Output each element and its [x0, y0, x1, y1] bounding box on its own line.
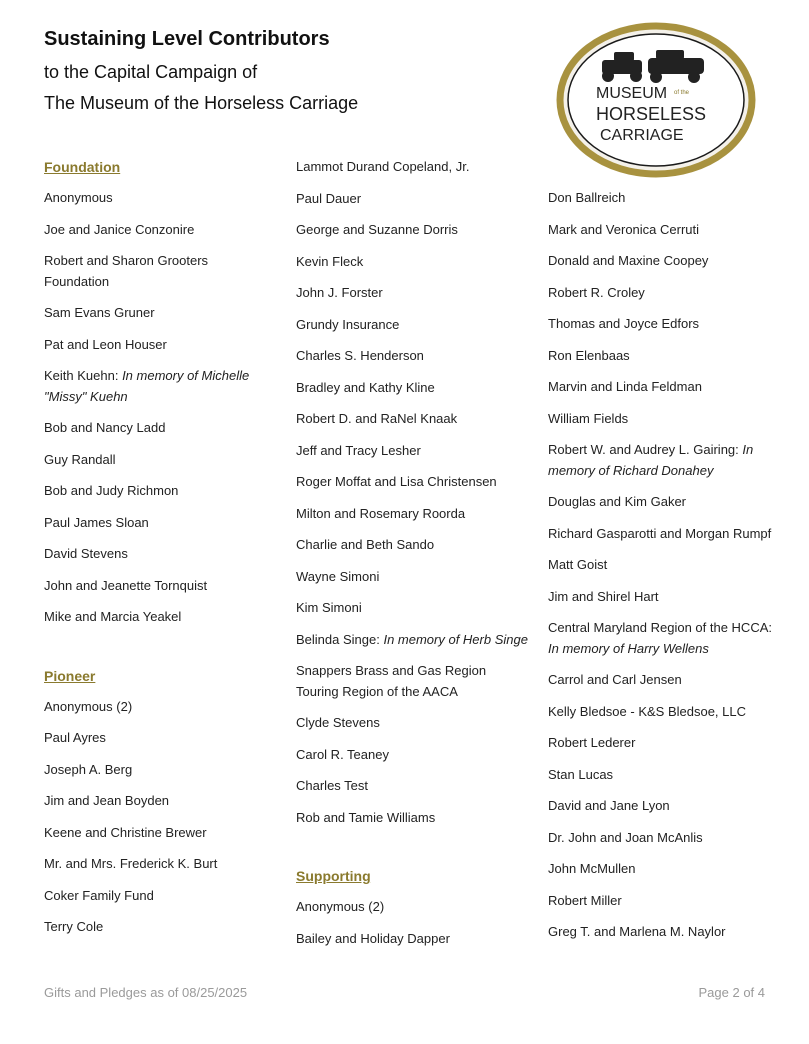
logo-line-3: CARRIAGE — [600, 127, 684, 144]
contributor-entry: Jim and Shirel Hart — [548, 588, 659, 604]
title-line-3: The Museum of the Horseless Carriage — [44, 93, 359, 113]
contributor-entry: Bob and Nancy Ladd — [44, 420, 166, 435]
contributor-entry: Anonymous — [44, 190, 113, 205]
contributor-entry: Paul Ayres — [44, 730, 106, 745]
column-3 — [548, 188, 780, 954]
footer-date: Gifts and Pledges as of 08/25/2025 — [44, 985, 248, 1000]
contributor-entry: Anonymous (2) — [296, 899, 385, 914]
contributor-entry: Bradley and Kathy Kline — [296, 379, 435, 395]
contributor-entry: John J. Forster — [296, 285, 383, 300]
footer-page-number: Page 2 of 4 — [698, 985, 765, 1000]
title-line-2: to the Capital Campaign of — [44, 62, 258, 82]
contributor-entry: Richard Gasparotti and Morgan Rumpf — [548, 525, 772, 541]
memorial-note: In memory of Michelle "Missy" Kuehn — [44, 368, 250, 404]
contributor-entry: Don Ballreich — [548, 190, 626, 205]
contributor-entry: Keene and Christine Brewer — [44, 824, 207, 840]
title-line-1: Sustaining Level Contributors — [44, 28, 330, 50]
contributor-entry: Greg T. and Marlena M. Naylor — [548, 924, 726, 939]
contributor-entry: Paul James Sloan — [44, 514, 149, 530]
contributor-entry: Rob and Tamie Williams — [296, 809, 436, 825]
contributor-entry: Thomas and Joyce Edfors — [548, 316, 700, 331]
contributor-entry: John and Jeanette Tornquist — [44, 577, 208, 593]
contributor-entry: Robert and Sharon Grooters Foundation — [44, 253, 209, 289]
contributor-entry: Bailey and Holiday Dapper — [296, 930, 450, 946]
contributor-entry: Mark and Veronica Cerruti — [548, 221, 700, 237]
contributor-entry: Carol R. Teaney — [296, 746, 389, 762]
contributor-entry: Charlie and Beth Sando — [296, 537, 435, 552]
contributor-name: Keith Kuehn: — [44, 368, 123, 383]
section-heading: Supporting — [296, 868, 371, 884]
contributor-entry: Milton and Rosemary Roorda — [296, 505, 466, 521]
section-heading: Foundation — [44, 159, 121, 175]
logo-line-1: MUSEUM — [596, 85, 668, 102]
contributor-entry: David Stevens — [44, 546, 128, 561]
contributor-entry: Mike and Marcia Yeakel — [44, 609, 182, 624]
contributor-entry: Joe and Janice Conzonire — [44, 221, 195, 237]
contributor-entry: Terry Cole — [44, 919, 104, 934]
logo-ofthe: of the — [674, 90, 690, 96]
contributor-entry: Lammot Durand Copeland, Jr. — [296, 159, 470, 174]
contributor-entry: Guy Randall — [44, 451, 116, 467]
contributor-entry: Bob and Judy Richmon — [44, 483, 179, 498]
contributor-entry: Paul Dauer — [296, 190, 362, 206]
contributor-entry: Joseph A. Berg — [44, 761, 133, 777]
contributor-name: Belinda Singe: — [296, 631, 384, 647]
logo-line-2: HORSELESS — [596, 104, 707, 124]
contributor-entry: Charles S. Henderson — [296, 348, 424, 363]
contributor-entry: Charles Test — [296, 778, 369, 793]
contributor-entry: Robert Lederer — [548, 735, 636, 750]
contributor-entry: Jeff and Tracy Lesher — [296, 442, 421, 458]
memorial-note: In memory of Harry Wellens — [548, 640, 709, 656]
contributor-entry: Marvin and Linda Feldman — [548, 379, 702, 394]
contributor-entry: Clyde Stevens — [296, 715, 380, 730]
contributor-entry: Jim and Jean Boyden — [44, 793, 170, 808]
contributor-entry: William Fields — [548, 410, 629, 426]
contributor-entry — [296, 630, 528, 651]
contributor-entry — [44, 366, 276, 407]
memorial-note: In memory of Herb Singe — [383, 631, 528, 647]
contributor-entry: Kevin Fleck — [296, 253, 364, 269]
contributor-name: Central Maryland Region of the HCCA: — [548, 620, 772, 635]
contributor-entry: Dr. John and Joan McAnlis — [548, 829, 703, 845]
contributor-entry: Robert R. Croley — [548, 284, 645, 300]
column-2 — [296, 157, 528, 960]
memorial-note: In memory of Richard Donahey — [548, 442, 754, 478]
contributor-entry: Wayne Simoni — [296, 568, 380, 584]
contributor-entry: Kelly Bledsoe - K&S Bledsoe, LLC — [548, 703, 746, 719]
contributor-entry: Coker Family Fund — [44, 887, 154, 903]
contributor-entry: Sam Evans Gruner — [44, 305, 155, 320]
museum-logo — [556, 22, 756, 182]
contributor-entry: Carrol and Carl Jensen — [548, 672, 682, 687]
contributor-entry: Matt Goist — [548, 557, 608, 572]
contributor-entry: Anonymous (2) — [44, 698, 133, 714]
contributor-entry: Stan Lucas — [548, 766, 614, 782]
contributor-entry — [548, 618, 780, 659]
section-heading: Pioneer — [44, 667, 96, 684]
contributor-name: Robert W. and Audrey L. Gairing: — [548, 442, 743, 457]
contributor-entry: Pat and Leon Houser — [44, 336, 167, 352]
contributor-entry: David and Jane Lyon — [548, 798, 670, 813]
contributor-entry: George and Suzanne Dorris — [296, 222, 458, 237]
contributor-entry: John McMullen — [548, 861, 636, 876]
contributor-entry: Roger Moffat and Lisa Christensen — [296, 474, 497, 489]
contributor-entry: Robert D. and RaNel Knaak — [296, 411, 458, 426]
contributor-entry: Snappers Brass and Gas Region Touring Region of the AACA — [296, 663, 487, 699]
column-1 — [44, 157, 276, 949]
contributor-entry: Grundy Insurance — [296, 316, 400, 332]
contributor-entry: Kim Simoni — [296, 600, 362, 615]
contributor-entry: Ron Elenbaas — [548, 347, 630, 363]
contributor-entry: Robert Miller — [548, 892, 622, 908]
contributor-entry: Mr. and Mrs. Frederick K. Burt — [44, 856, 218, 871]
contributor-entry: Douglas and Kim Gaker — [548, 494, 687, 509]
contributor-entry: Donald and Maxine Coopey — [548, 253, 709, 268]
contributor-entry — [548, 440, 780, 481]
